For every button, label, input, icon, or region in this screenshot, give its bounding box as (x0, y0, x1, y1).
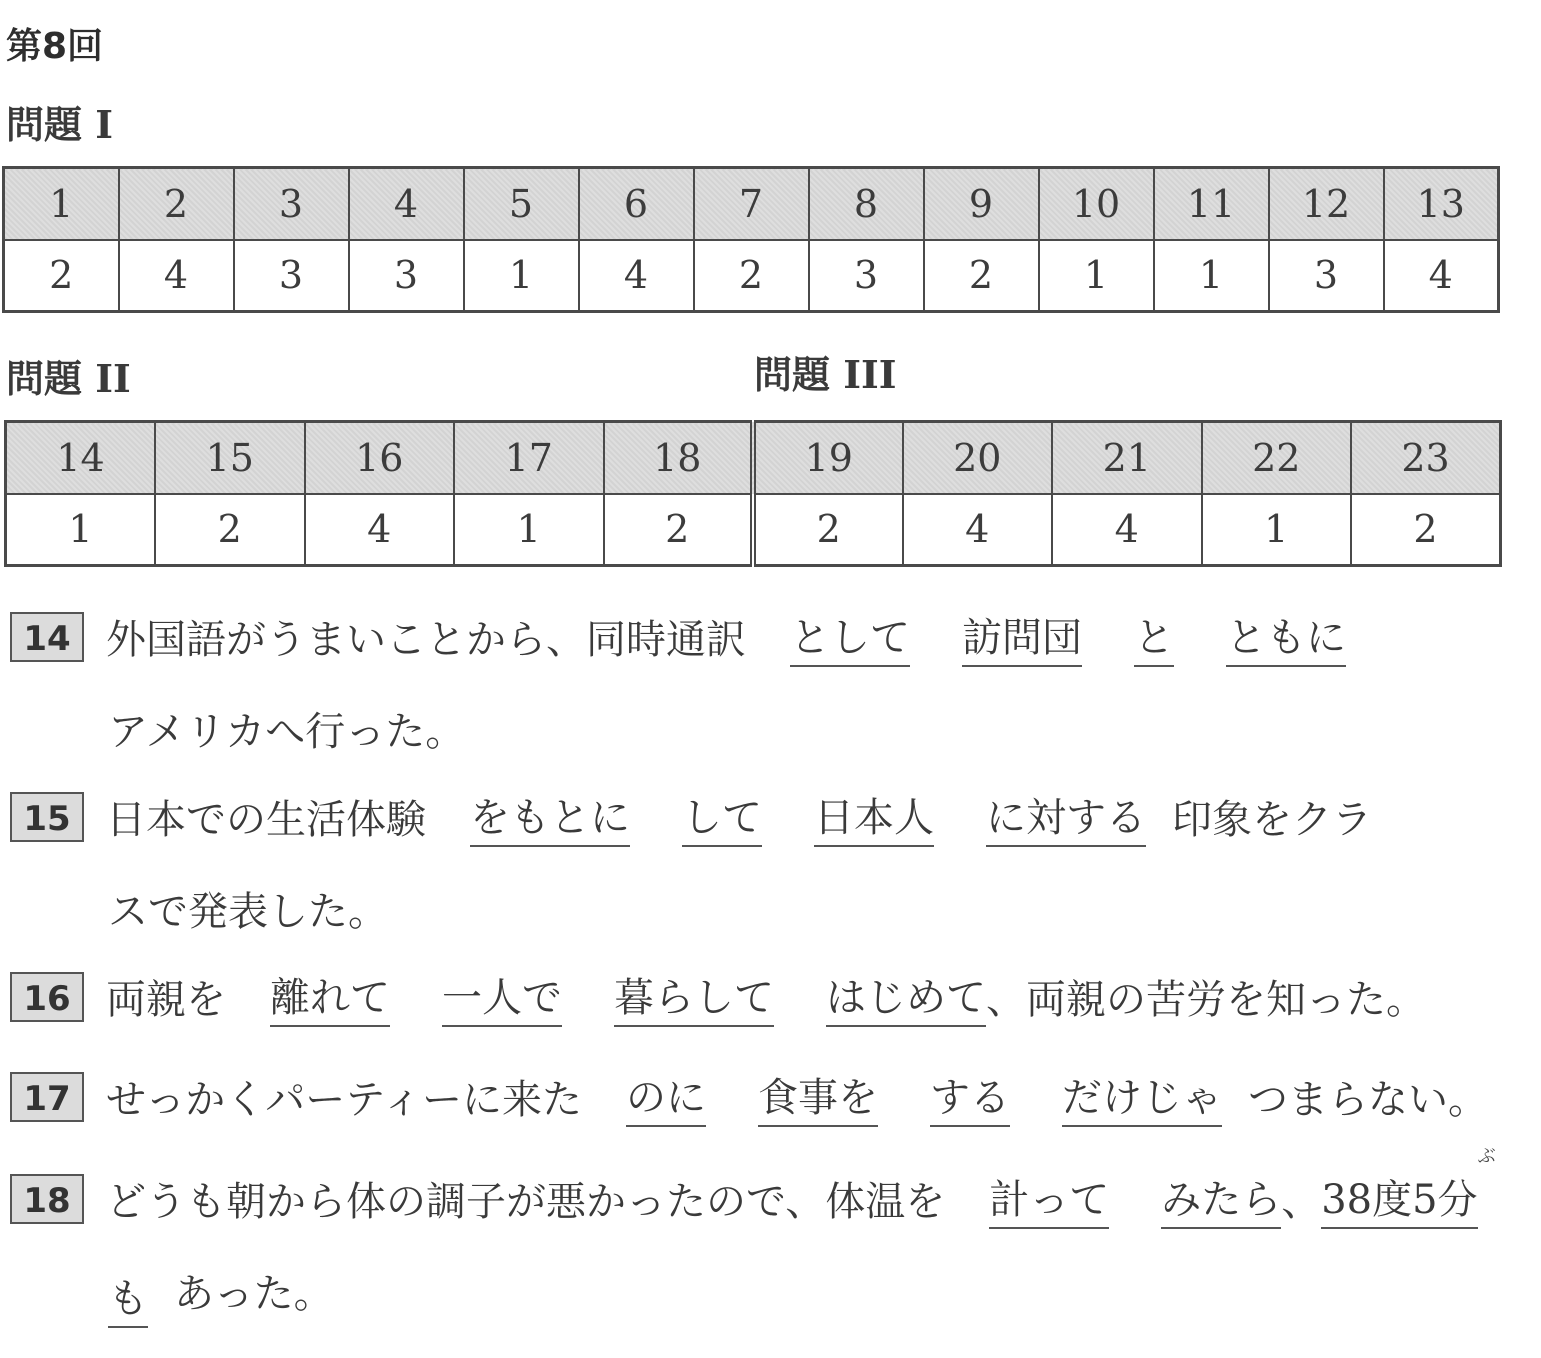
answer-blank: をもとに (470, 786, 630, 847)
question-number-badge: 14 (10, 612, 84, 662)
answer-blank: ともに (1226, 606, 1346, 667)
question-number-badge: 18 (10, 1174, 84, 1224)
answer-cell: 3 (809, 240, 924, 312)
question-text: 、両親の苦労を知った。 (986, 977, 1426, 1023)
answer-cell: 4 (305, 494, 455, 566)
problem2-label: 問題 II (6, 356, 131, 401)
question-number-cell: 3 (234, 168, 349, 240)
answer-blank: 食事を (758, 1066, 878, 1127)
question-18-continuation (108, 1262, 334, 1328)
question-16 (10, 966, 1521, 1027)
question-text: あった。 (174, 1271, 334, 1317)
answer-blank: に対する (986, 786, 1146, 847)
answer-cell: 4 (579, 240, 694, 312)
answer-cell: 1 (464, 240, 579, 312)
answer-cell: 1 (1039, 240, 1154, 312)
question-text: 印象をクラ (1172, 797, 1372, 843)
problem1-answer-table (2, 166, 1500, 313)
question-number-cell: 2 (119, 168, 234, 240)
question-number-cell: 18 (604, 422, 754, 494)
question-15 (10, 786, 1521, 847)
question-number-cell: 1 (4, 168, 119, 240)
answer-blank: はじめて (826, 966, 986, 1027)
question-number-cell: 16 (305, 422, 455, 494)
answer-cell: 1 (1154, 240, 1269, 312)
question-number-cell: 6 (579, 168, 694, 240)
question-number-badge: 17 (10, 1072, 84, 1122)
answer-cell: 2 (924, 240, 1039, 312)
answer-cell: 2 (604, 494, 754, 566)
answer-cell: 2 (155, 494, 305, 566)
question-number-cell: 4 (349, 168, 464, 240)
question-number-cell: 5 (464, 168, 579, 240)
question-14-continuation: アメリカへ行った。 (108, 709, 466, 755)
question-number-cell: 11 (1154, 168, 1269, 240)
answer-blank: だけじゃ (1062, 1066, 1222, 1127)
answer-blank: する (930, 1066, 1010, 1127)
answer-blank: も (108, 1267, 148, 1328)
answer-cell: 2 (1351, 494, 1501, 566)
answer-cell: 1 (6, 494, 156, 566)
problem3-label: 問題 III (754, 352, 897, 397)
answer-blank: のに (626, 1066, 706, 1127)
question-number-cell: 7 (694, 168, 809, 240)
answer-cell: 4 (119, 240, 234, 312)
question-number-cell: 14 (6, 422, 156, 494)
answer-cell: 1 (454, 494, 604, 566)
answer-blank: 日本人 (814, 786, 934, 847)
blank-with-ruby (1321, 1146, 1503, 1229)
problem1-label: 問題 I (6, 102, 114, 147)
question-number-cell: 9 (924, 168, 1039, 240)
question-number-badge: 15 (10, 792, 84, 842)
question-number-cell: 12 (1269, 168, 1384, 240)
question-number-cell: 23 (1351, 422, 1501, 494)
problem2-3-answer-table (4, 420, 1502, 567)
answer-cell: 2 (694, 240, 809, 312)
answer-blank: と (1134, 606, 1174, 667)
question-15-continuation: スで発表した。 (108, 889, 388, 935)
answer-cell: 3 (349, 240, 464, 312)
question-text: どうも朝から体の調子が悪かったので、体温を (106, 1179, 946, 1225)
question-number-cell: 8 (809, 168, 924, 240)
question-text: せっかくパーティーに来た (106, 1077, 582, 1123)
answer-cell: 1 (1202, 494, 1352, 566)
answer-blank: 計って (989, 1168, 1109, 1229)
answer-blank: 38度5分 (1321, 1168, 1477, 1229)
answer-blank: 離れて (270, 966, 390, 1027)
question-text: 外国語がうまいことから、同時通訳 (106, 617, 746, 663)
question-number-cell: 17 (454, 422, 604, 494)
question-number-badge: 16 (10, 972, 84, 1022)
answer-blank: 訪問団 (962, 606, 1082, 667)
answer-cell: 4 (1384, 240, 1499, 312)
question-18 (10, 1146, 1521, 1229)
answer-cell: 4 (1052, 494, 1202, 566)
answer-cell: 4 (903, 494, 1053, 566)
answer-cell: 2 (753, 494, 903, 566)
question-number-cell: 10 (1039, 168, 1154, 240)
question-number-cell: 15 (155, 422, 305, 494)
answer-cell: 2 (4, 240, 119, 312)
answer-blank: みたら (1161, 1168, 1281, 1229)
answer-blank: 一人で (442, 966, 562, 1027)
furigana: ぶ (1477, 1146, 1496, 1167)
question-17 (10, 1066, 1521, 1127)
answer-blank: して (682, 786, 762, 847)
question-number-cell: 19 (753, 422, 903, 494)
question-number-cell: 20 (903, 422, 1053, 494)
question-text: 、 (1281, 1179, 1322, 1225)
question-14 (10, 606, 1521, 667)
answer-cell: 3 (234, 240, 349, 312)
question-number-cell: 22 (1202, 422, 1352, 494)
answer-blank: 暮らして (614, 966, 774, 1027)
question-text: つまらない。 (1248, 1077, 1488, 1123)
question-number-cell: 13 (1384, 168, 1499, 240)
question-text: 日本での生活体験 (106, 797, 426, 843)
question-number-cell: 21 (1052, 422, 1202, 494)
answer-blank: として (790, 606, 910, 667)
question-text: 両親を (106, 977, 226, 1023)
answer-cell: 3 (1269, 240, 1384, 312)
page-title: 第8回 (6, 26, 104, 67)
